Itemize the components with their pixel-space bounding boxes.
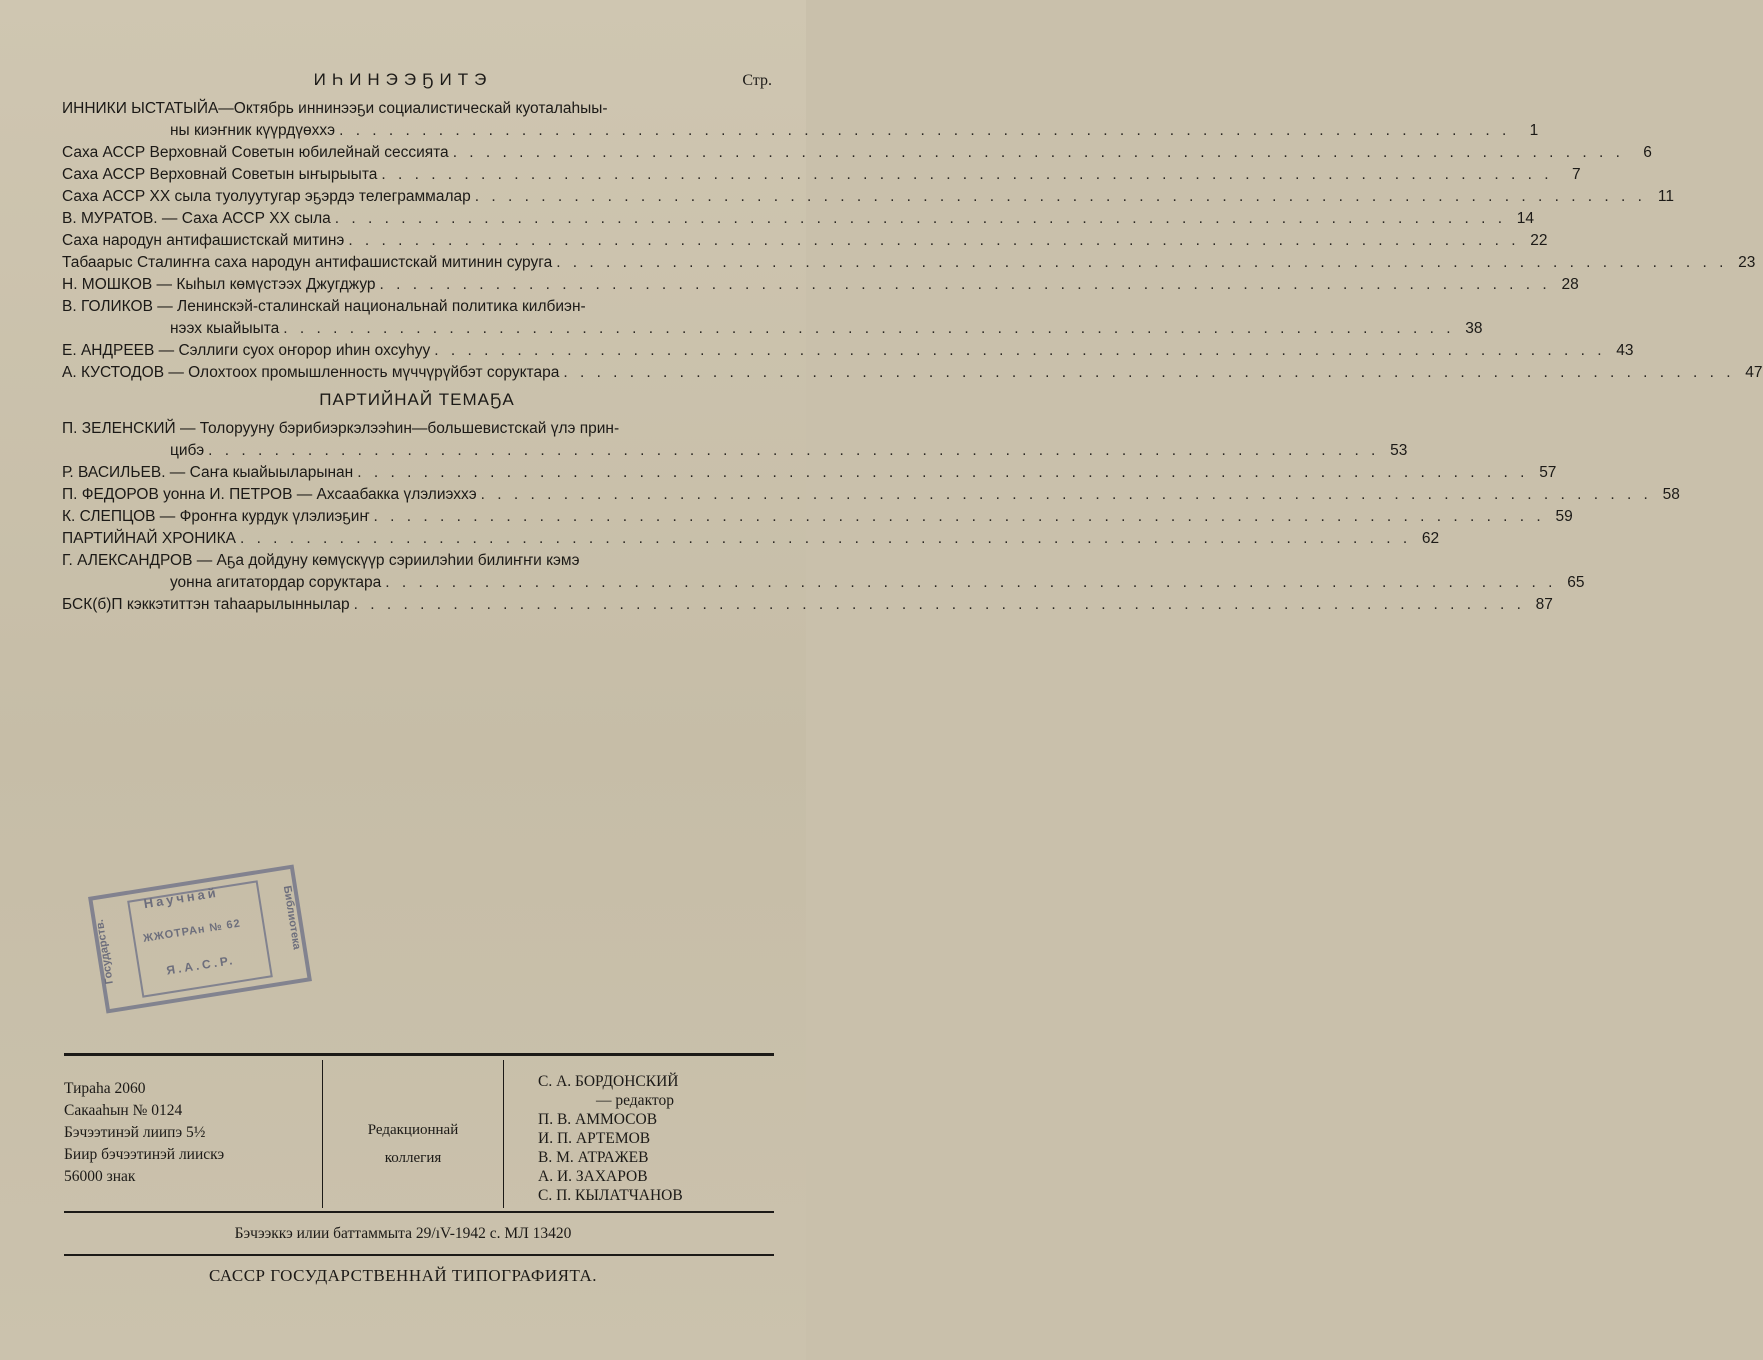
toc-page-number: 58 [1662, 486, 1680, 503]
board-member: А. И. ЗАХАРОВ [538, 1168, 648, 1185]
page-column-label: Стр. [742, 72, 772, 89]
toc-entry-title: А. КУСТОДОВ — Олохтоох промышленность мүччүрүйбэт соруктара [62, 364, 560, 381]
printer-name: САССР ГОСУДАРСТВЕННАЙ ТИПОГРАФИЯТА. [208, 1266, 598, 1285]
toc-page-number: 57 [1539, 464, 1557, 481]
toc-page-number: 53 [1390, 442, 1408, 459]
toc-page-number: 59 [1555, 508, 1573, 525]
toc-entry-title: П. ЗЕЛЕНСКИЙ — Толорууну бэрибиэркэлээһин—большевистскай үлэ прин- [62, 420, 620, 437]
section-title: ПАРТИЙНАЙ ТЕМАҔА [319, 390, 515, 409]
toc-page-number: 11 [1657, 188, 1674, 205]
toc-entry [62, 274, 1579, 296]
toc-entry-title: Саха АССР Верховнай Советын юбилейнай сессията [62, 144, 449, 161]
toc-entry-title: ПАРТИЙНАЙ ХРОНИКА [62, 530, 236, 547]
toc-page-number: 1 [1529, 122, 1539, 139]
toc-page-number: 6 [1643, 144, 1652, 161]
toc-entry-title: Саха народун антифашистскай митинэ [62, 232, 345, 249]
toc-page-number: 23 [1738, 254, 1756, 271]
toc-title: ИҺИНЭЭҔИТЭ [313, 70, 493, 89]
toc-entry [62, 362, 1763, 384]
leader-dots: . . . . . . . . . . . . . . . . . . . . . . . . . . . . . . . . . . . . . . . . . . . . . . . . . . . . . . . . . . . . . . . . . . . . . . . [283, 320, 1455, 337]
leader-dots: . . . . . . . . . . . . . . . . . . . . . . . . . . . . . . . . . . . . . . . . . . . . . . . . . . . . . . . . . . . . . . . . . . . . . . . [556, 254, 1728, 271]
toc-entry-title: Саха АССР Верховнай Советын ыҥырыыта [62, 166, 378, 183]
leader-dots: . . . . . . . . . . . . . . . . . . . . . . . . . . . . . . . . . . . . . . . . . . . . . . . . . . . . . . . . . . . . . . . . . . . . . . . [563, 364, 1735, 381]
toc-page-number: 28 [1561, 276, 1579, 293]
leader-dots: . . . . . . . . . . . . . . . . . . . . . . . . . . . . . . . . . . . . . . . . . . . . . . . . . . . . . . . . . . . . . . . . . . . . . . . [385, 574, 1557, 591]
imprint-bottom-rule [64, 1211, 774, 1213]
toc-entry [62, 418, 1408, 462]
leader-dots: . . . . . . . . . . . . . . . . . . . . . . . . . . . . . . . . . . . . . . . . . . . . . . . . . . . . . . . . . . . . . . . . . . . . . . . [379, 276, 1551, 293]
toc-section-list [62, 418, 1680, 616]
print-sheets: Бэчээтинэй лиипэ 5½ [64, 1124, 206, 1141]
leader-dots: . . . . . . . . . . . . . . . . . . . . . . . . . . . . . . . . . . . . . . . . . . . . . . . . . . . . . . . . . . . . . . . . . . . . . . . [239, 530, 1412, 547]
print-details [64, 1078, 319, 1188]
stamp-text-bottom: Я.А.С.Р. [165, 952, 237, 978]
editorial-board-members [538, 1072, 774, 1205]
toc-entry-title: В. ГОЛИКОВ — Ленинскэй-сталинскай национальнай политика килбиэн- [62, 298, 586, 315]
toc-page-number: 22 [1530, 232, 1548, 249]
stamp-text-top: Научнай [142, 884, 220, 912]
leader-dots: . . . . . . . . . . . . . . . . . . . . . . . . . . . . . . . . . . . . . . . . . . . . . . . . . . . . . . . . . . . . . . . . . . . . . . . [348, 232, 1520, 249]
toc-page-number: 65 [1567, 574, 1585, 591]
signed-for-print: Бэчээккэ илии баттаммыта 29/ıV-1942 с. МЛ 13420 [234, 1225, 572, 1242]
toc-entry-title: БСК(б)П кэккэтиттэн таһаарылыннылар [62, 596, 350, 613]
editorial-board-label [323, 1116, 503, 1172]
editorial-label-line1: Редакционнай [367, 1122, 459, 1138]
toc-page-number: 62 [1421, 530, 1440, 547]
footer-rule [64, 1254, 774, 1256]
char-count: 56000 знак [64, 1168, 136, 1185]
toc-entry [62, 186, 1674, 208]
print-run: Тираһа 2060 [64, 1080, 146, 1097]
toc-main-list [62, 98, 1763, 384]
toc-page-number: 14 [1516, 210, 1534, 227]
leader-dots: . . . . . . . . . . . . . . . . . . . . . . . . . . . . . . . . . . . . . . . . . . . . . . . . . . . . . . . . . . . . . . . . . . . . . . . [357, 464, 1529, 481]
table-of-contents [62, 98, 1763, 616]
toc-entry [62, 484, 1680, 506]
toc-page-number: 43 [1616, 342, 1634, 359]
toc-entry [62, 506, 1573, 528]
toc-page-number: 7 [1571, 166, 1581, 183]
toc-page-number: 87 [1535, 596, 1553, 613]
toc-entry [62, 164, 1581, 186]
leader-dots: . . . . . . . . . . . . . . . . . . . . . . . . . . . . . . . . . . . . . . . . . . . . . . . . . . . . . . . . . . . . . . . . . . . . . . . [452, 144, 1624, 161]
imprint-top-rule [64, 1053, 774, 1056]
toc-entry-title: Е. АНДРЕЕВ — Сэллиги суох оҥорор иһин охсуһуу [62, 342, 431, 359]
leader-dots: . . . . . . . . . . . . . . . . . . . . . . . . . . . . . . . . . . . . . . . . . . . . . . . . . . . . . . . . . . . . . . . . . . . . . . . [474, 188, 1646, 205]
board-member: С. П. КЫЛАТЧАНОВ [538, 1187, 683, 1204]
leader-dots: . . . . . . . . . . . . . . . . . . . . . . . . . . . . . . . . . . . . . . . . . . . . . . . . . . . . . . . . . . . . . . . . . . . . . . . [381, 166, 1553, 183]
leader-dots: . . . . . . . . . . . . . . . . . . . . . . . . . . . . . . . . . . . . . . . . . . . . . . . . . . . . . . . . . . . . . . . . . . . . . . . [434, 342, 1606, 359]
sheet-label: Биир бэчээтинэй лиискэ [64, 1146, 225, 1163]
toc-entry [62, 528, 1440, 550]
toc-entry-title: ИННИКИ ЫСТАТЫЙА—Октябрь иннинээҕи социалистическай куоталаһыы- [62, 100, 608, 117]
board-member: В. М. АТРАЖЕВ [538, 1149, 649, 1166]
toc-entry [62, 98, 1539, 142]
leader-dots: . . . . . . . . . . . . . . . . . . . . . . . . . . . . . . . . . . . . . . . . . . . . . . . . . . . . . . . . . . . . . . . . . . . . . . . [339, 122, 1511, 139]
board-member: И. П. АРТЕМОВ [538, 1130, 651, 1147]
toc-entry [62, 594, 1553, 616]
toc-entry [62, 462, 1557, 484]
toc-entry-title: Саха АССР XX сыла туолуутугар эҕэрдэ телеграммалар [62, 188, 471, 205]
toc-entry [62, 296, 1483, 340]
leader-dots: . . . . . . . . . . . . . . . . . . . . . . . . . . . . . . . . . . . . . . . . . . . . . . . . . . . . . . . . . . . . . . . . . . . . . . . [480, 486, 1652, 503]
editorial-label-line2: коллегия [384, 1150, 442, 1166]
toc-entry-title: ны киэҥник күүрдүөххэ [170, 122, 336, 139]
editor-name: С. А. БОРДОНСКИЙ [538, 1073, 679, 1090]
toc-entry-title: Н. МОШКОВ — Кыһыл көмүстээх Джугджур [62, 276, 376, 293]
toc-entry [62, 550, 1585, 594]
imprint-block [64, 1060, 774, 1208]
board-member: П. В. АММОСОВ [538, 1111, 658, 1128]
toc-entry-title: Г. АЛЕКСАНДРОВ — Аҕа дойдуну көмүскүүр сэриилэһии билиҥҥи кэмэ [62, 552, 580, 569]
stamp-text-middle: ЖЖОТРАн № 62 [142, 917, 242, 945]
toc-entry-title: нээх кыайыыта [170, 320, 280, 337]
leader-dots: . . . . . . . . . . . . . . . . . . . . . . . . . . . . . . . . . . . . . . . . . . . . . . . . . . . . . . . . . . . . . . . . . . . . . . . [373, 508, 1545, 525]
toc-entry [62, 142, 1652, 164]
editorial-board-label-box [322, 1060, 504, 1208]
toc-entry [62, 208, 1534, 230]
toc-entry-title: Табаарыс Сталиҥҥа саха народун антифашистскай митинин суруга [62, 254, 553, 271]
toc-entry-title: П. ФЕДОРОВ уонна И. ПЕТРОВ — Ахсаабакка үлэлиэххэ [62, 486, 477, 503]
leader-dots: . . . . . . . . . . . . . . . . . . . . . . . . . . . . . . . . . . . . . . . . . . . . . . . . . . . . . . . . . . . . . . . . . . . . . . . [353, 596, 1525, 613]
leader-dots: . . . . . . . . . . . . . . . . . . . . . . . . . . . . . . . . . . . . . . . . . . . . . . . . . . . . . . . . . . . . . . . . . . . . . . . [334, 210, 1506, 227]
toc-header [0, 70, 806, 94]
toc-entry-title: К. СЛЕПЦОВ — Фроҥҥа курдук үлэлиэҕиҥ [62, 508, 370, 525]
leader-dots: . . . . . . . . . . . . . . . . . . . . . . . . . . . . . . . . . . . . . . . . . . . . . . . . . . . . . . . . . . . . . . . . . . . . . . . [208, 442, 1380, 459]
toc-entry [62, 230, 1548, 252]
stamp-text-left: Государств. [93, 918, 116, 985]
toc-page-number: 38 [1465, 320, 1483, 337]
toc-entry-title: Р. ВАСИЛЬЕВ. — Саҥа кыайыыларынан [62, 464, 354, 481]
toc-entry-title: уонна агитатордар соруктара [170, 574, 382, 591]
toc-entry-title: цибэ [170, 442, 205, 459]
toc-page-number: 47 [1745, 364, 1763, 381]
editor-role: — редактор [596, 1092, 674, 1109]
stamp-text-right: Библиотека [280, 884, 303, 951]
toc-entry [62, 340, 1634, 362]
toc-entry [62, 252, 1756, 274]
order-number: Сакааһын № 0124 [64, 1102, 183, 1119]
toc-entry-title: В. МУРАТОВ. — Саха АССР XX сыла [62, 210, 331, 227]
library-stamp [88, 864, 312, 1013]
